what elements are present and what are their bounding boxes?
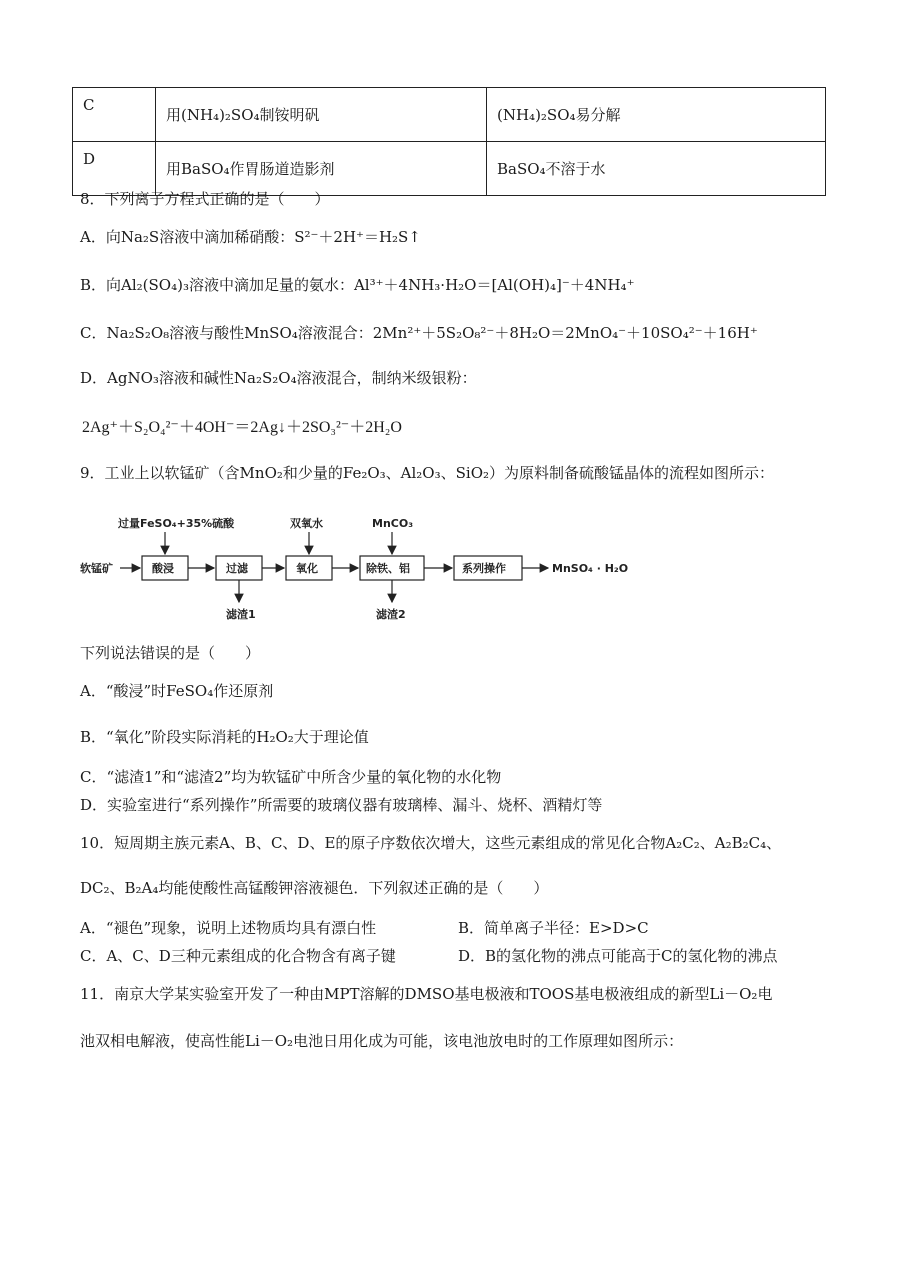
row-key: D bbox=[73, 142, 156, 196]
q10-option-a: A．“褪色”现象，说明上述物质均具有漂白性 bbox=[80, 919, 377, 937]
q11-line2: 池双相电解液，使高性能Li－O₂电池日用化成为可能，该电池放电时的工作原理如图所示： bbox=[80, 1032, 684, 1050]
row-left: 用(NH₄)₂SO₄制铵明矾 bbox=[156, 88, 487, 142]
row-left: 用BaSO₄作胃肠道造影剂 bbox=[156, 142, 487, 196]
box-label-5: 系列操作 bbox=[462, 562, 506, 575]
q9-stem: 9．工业上以软锰矿（含MnO₂和少量的Fe₂O₃、Al₂O₃、SiO₂）为原料制备硫酸锰晶体的流程如图所示： bbox=[80, 464, 775, 482]
q8-option-d: D．AgNO₃溶液和碱性Na₂S₂O₄溶液混合，制纳米级银粉： bbox=[80, 369, 477, 387]
start-label: 软锰矿 bbox=[80, 562, 113, 575]
residue-label-2: 滤渣2 bbox=[376, 608, 406, 620]
q8-stem: 8．下列离子方程式正确的是（ ） bbox=[80, 190, 330, 208]
process-flow-diagram bbox=[80, 510, 640, 620]
box-label-1: 酸浸 bbox=[152, 562, 174, 575]
q10-stem-line2: DC₂、B₂A₄均能使酸性高锰酸钾溶液褪色．下列叙述正确的是（ ） bbox=[80, 879, 549, 897]
q8-option-a: A．向Na₂S溶液中滴加稀硝酸：S²⁻＋2H⁺＝H₂S↑ bbox=[80, 228, 421, 246]
q8-option-d-equation: 2Ag⁺＋S₂O₄²⁻＋4OH⁻＝2Ag↓＋2SO₃²⁻＋2H₂O bbox=[82, 419, 402, 436]
q9-prompt: 下列说法错误的是（ ） bbox=[80, 644, 261, 662]
row-key: C bbox=[73, 88, 156, 142]
q9-option-d: D．实验室进行“系列操作”所需要的玻璃仪器有玻璃棒、漏斗、烧杯、酒精灯等 bbox=[80, 796, 603, 814]
row-right: (NH₄)₂SO₄易分解 bbox=[487, 88, 826, 142]
box-label-3: 氧化 bbox=[296, 562, 318, 575]
box-label-2: 过滤 bbox=[226, 562, 248, 575]
row-right: BaSO₄不溶于水 bbox=[487, 142, 826, 196]
reagent-label-2: 双氧水 bbox=[290, 517, 323, 530]
q9-option-c: C．“滤渣1”和“滤渣2”均为软锰矿中所含少量的氧化物的水化物 bbox=[80, 768, 502, 786]
q8-option-c: C．Na₂S₂O₈溶液与酸性MnSO₄溶液混合：2Mn²⁺＋5S₂O₈²⁻＋8H₂O＝2MnO₄⁻＋10SO₄²⁻＋16H⁺ bbox=[80, 324, 758, 342]
table-row bbox=[73, 88, 826, 142]
reagent-label-3: MnCO₃ bbox=[372, 517, 414, 530]
residue-label-1: 滤渣1 bbox=[226, 608, 256, 620]
product-label: MnSO₄ · H₂O bbox=[552, 562, 629, 575]
q10-stem-line1: 10．短周期主族元素A、B、C、D、E的原子序数依次增大，这些元素组成的常见化合物A₂C₂、A₂B₂C₄、 bbox=[80, 834, 782, 852]
q8-option-b: B．向Al₂(SO₄)₃溶液中滴加足量的氨水：Al³⁺＋4NH₃·H₂O＝[Al(OH)₄]⁻＋4NH₄⁺ bbox=[80, 276, 635, 294]
q10-option-c: C．A、C、D三种元素组成的化合物含有离子键 bbox=[80, 947, 396, 965]
options-table bbox=[72, 87, 826, 196]
q10-option-b: B．简单离子半径：E>D>C bbox=[458, 919, 649, 937]
q11-line1: 11．南京大学某实验室开发了一种由MPT溶解的DMSO基电极液和TOOS基电极液组成的新型Li－O₂电 bbox=[80, 985, 773, 1003]
box-label-4: 除铁、铝 bbox=[366, 562, 410, 575]
q10-option-d: D．B的氢化物的沸点可能高于C的氢化物的沸点 bbox=[458, 947, 778, 965]
q9-option-b: B．“氧化”阶段实际消耗的H₂O₂大于理论值 bbox=[80, 728, 369, 746]
reagent-label-1: 过量FeSO₄+35%硫酸 bbox=[118, 517, 235, 530]
q9-option-a: A．“酸浸”时FeSO₄作还原剂 bbox=[80, 682, 274, 700]
